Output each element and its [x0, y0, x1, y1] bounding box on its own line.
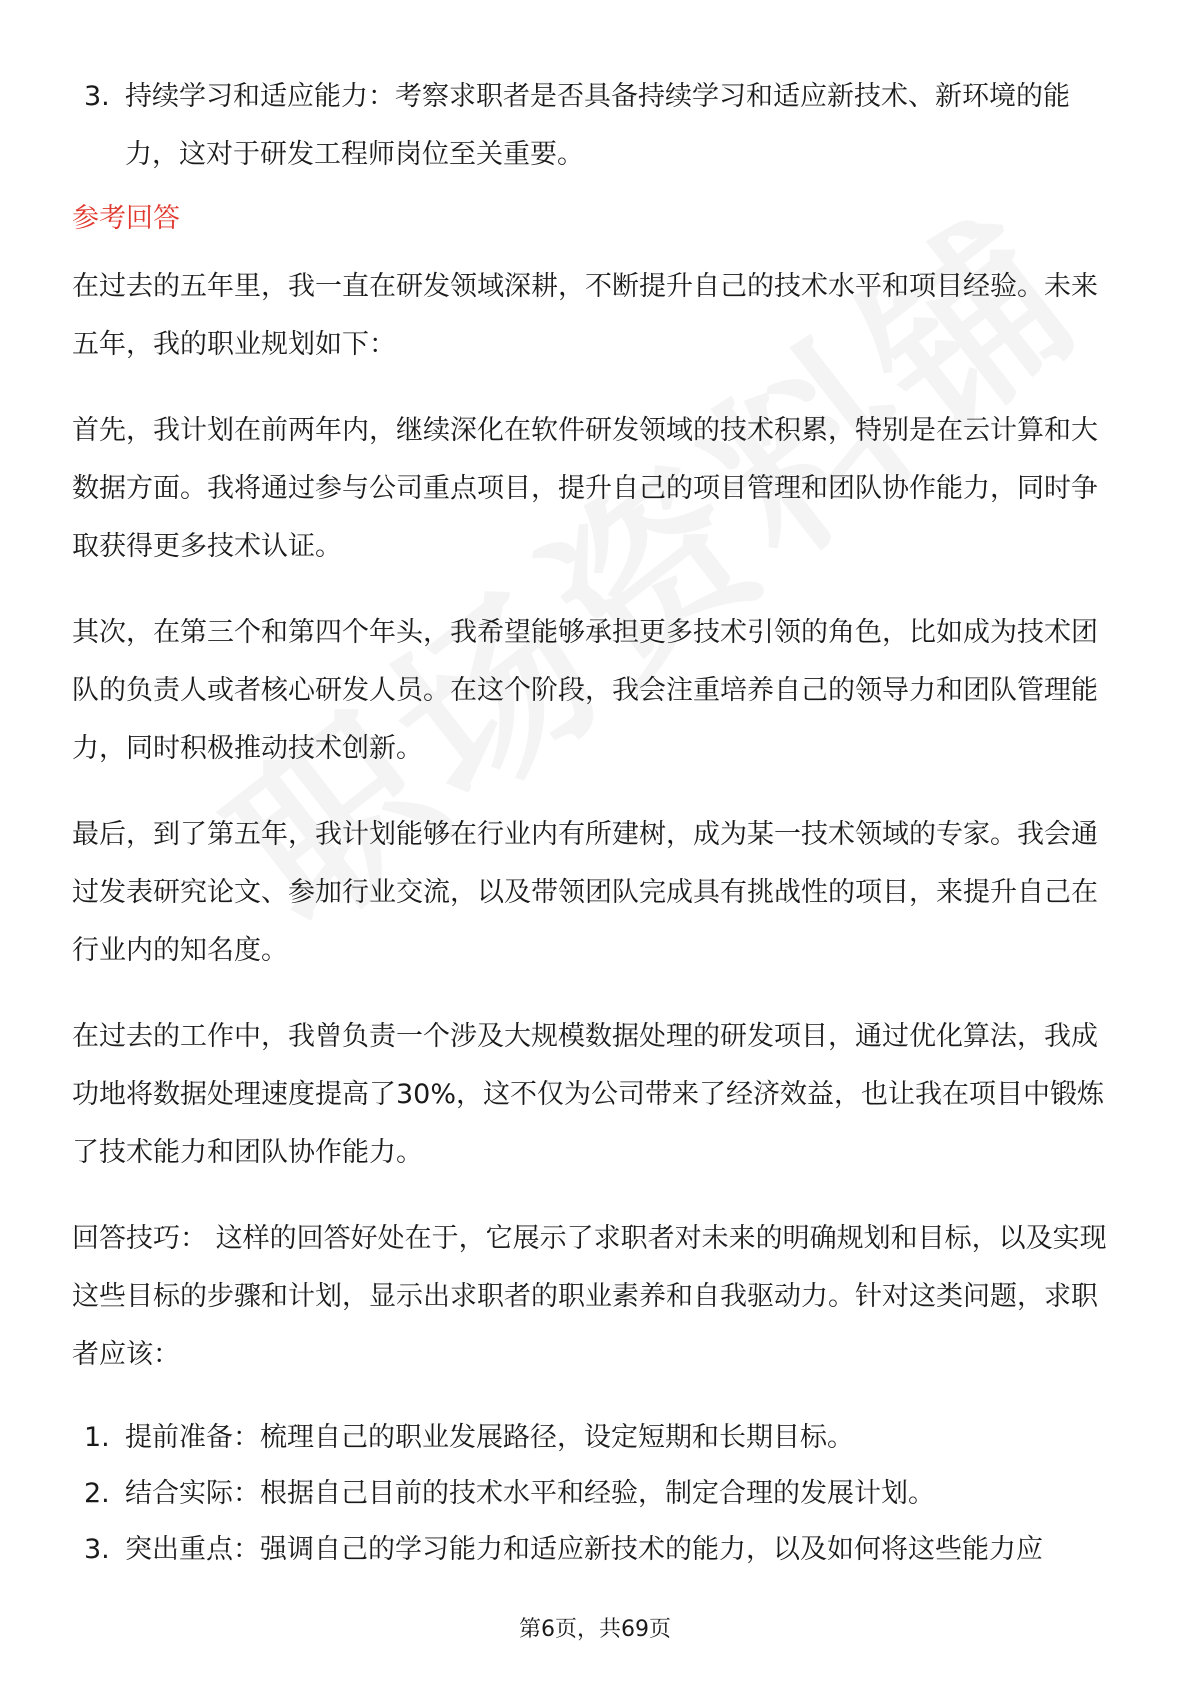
list-item-number: 3. — [84, 81, 110, 112]
answer-paragraph: 在过去的工作中，我曾负责一个涉及大规模数据处理的研发项目，通过优化算法，我成功地将数据处理速度提高了30%，这不仅为公司带来了经济效益，也让我在项目中锻炼了技术能力和团队协作能力。 — [72, 1021, 1105, 1168]
list-item-number: 1. — [84, 1422, 110, 1453]
section-heading-reference-answer: 参考回答 — [72, 203, 180, 234]
list-item — [72, 1522, 1122, 1578]
tips-list — [72, 1410, 1122, 1578]
answer-paragraph: 首先，我计划在前两年内，继续深化在软件研发领域的技术积累，特别是在云计算和大数据方面。我将通过参与公司重点项目，提升自己的项目管理和团队协作能力，同时争取获得更多技术认证。 — [72, 415, 1098, 562]
answer-paragraph: 在过去的五年里，我一直在研发领域深耕，不断提升自己的技术水平和项目经验。未来五年，我的职业规划如下： — [72, 271, 1098, 360]
list-item-number: 2. — [84, 1478, 110, 1509]
list-item-text: 突出重点：强调自己的学习能力和适应新技术的能力，以及如何将这些能力应 — [125, 1534, 1043, 1565]
evaluation-points-list — [72, 68, 1122, 184]
page-number-footer: 第6页，共69页 — [519, 1617, 671, 1642]
list-item-number: 3. — [84, 1534, 110, 1565]
list-item-text: 结合实际：根据自己目前的技术水平和经验，制定合理的发展计划。 — [125, 1478, 935, 1509]
answer-paragraph: 最后，到了第五年，我计划能够在行业内有所建树，成为某一技术领域的专家。我会通过发表研究论文、参加行业交流，以及带领团队完成具有挑战性的项目，来提升自己在行业内的知名度。 — [72, 819, 1098, 966]
list-item — [72, 68, 1122, 184]
list-item — [72, 1410, 1122, 1466]
page-content — [72, 68, 1122, 1578]
answer-paragraph: 其次，在第三个和第四个年头，我希望能够承担更多技术引领的角色，比如成为技术团队的负责人或者核心研发人员。在这个阶段，我会注重培养自己的领导力和团队管理能力，同时积极推动技术创新。 — [72, 617, 1098, 764]
list-item-text: 持续学习和适应能力：考察求职者是否具备持续学习和适应新技术、新环境的能力，这对于研发工程师岗位至关重要。 — [125, 81, 1070, 170]
list-item-text: 提前准备：梳理自己的职业发展路径，设定短期和长期目标。 — [125, 1422, 854, 1453]
answer-tips-paragraph: 回答技巧： 这样的回答好处在于，它展示了求职者对未来的明确规划和目标，以及实现这些目标的步骤和计划，显示出求职者的职业素养和自我驱动力。针对这类问题，求职者应该： — [72, 1223, 1107, 1370]
list-item — [72, 1466, 1122, 1522]
